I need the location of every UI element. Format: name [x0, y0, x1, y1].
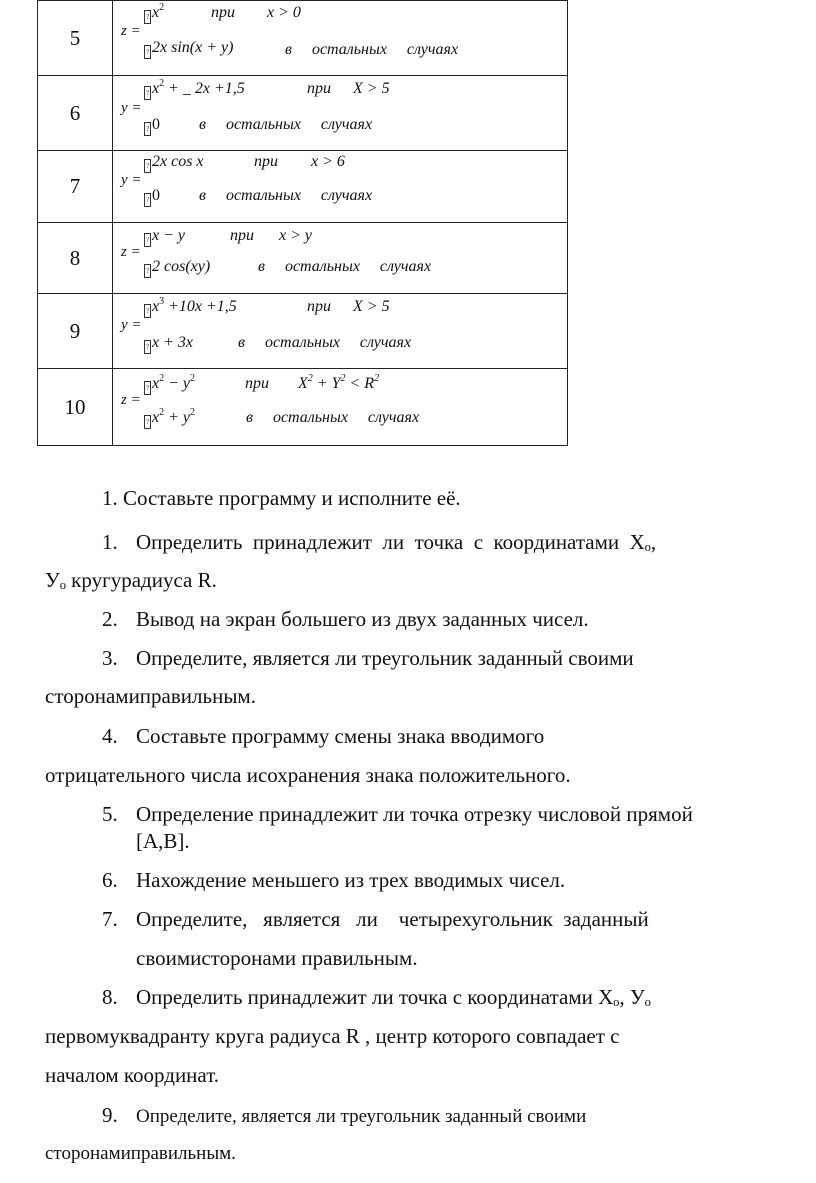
piecewise-formula: z = $?x^2$ при x > 0 ?2x sin(x + y) в остальных случаях: [113, 1, 568, 76]
missing-glyph-box: [144, 122, 151, 136]
missing-glyph-box: [144, 86, 151, 100]
list-item-continuation: своимисторонами правильным.: [136, 946, 418, 970]
piecewise-formula: y = $?x^3 +10x +1,5$ при X > 5 ?x + 3x в остальных случаях: [113, 294, 568, 369]
variant-number: 7: [38, 151, 113, 223]
piecewise-formula: y = ?2x cos x при x > 6 ?0 в остальных случаях: [113, 151, 568, 223]
list-item: 5. Определение принадлежит ли точка отрезку числовой прямой: [102, 802, 693, 826]
missing-glyph-box: [144, 340, 151, 354]
list-item: 1. Определить принадлежит ли точка с координатами Xₒ,: [102, 530, 657, 554]
variant-number: 10: [38, 369, 113, 446]
list-item-continuation: началом координат.: [45, 1063, 220, 1087]
list-item: 3. Определите, является ли треугольник заданный своими: [102, 646, 634, 670]
variant-number: 6: [38, 76, 113, 151]
missing-glyph-box: [144, 45, 151, 59]
piecewise-formula: z = ?x − y при x > y ?2 cos(xy) в остальных случаях: [113, 223, 568, 294]
missing-glyph-box: [144, 159, 151, 173]
table-row: [38, 294, 568, 369]
missing-glyph-box: [144, 381, 151, 395]
table-row: [38, 369, 568, 446]
variants-table: [37, 0, 568, 446]
list-item-continuation: сторонамиправильным.: [45, 1143, 236, 1164]
list-item-continuation: [А,В].: [136, 829, 190, 853]
piecewise-formula: y = $?x^2$ + _ 2x +1,5 при X > 5 ?0 в остальных случаях: [113, 76, 568, 151]
table-row: [38, 151, 568, 223]
piecewise-formula: z = $?x^2 - y^2$ при $X^2 + Y^2 < R^2$ $?x^2 + y^2$ в остальных случаях: [113, 369, 568, 446]
table-row: [38, 76, 568, 151]
table-row: [38, 223, 568, 294]
table-row: [38, 1, 568, 76]
list-item: 8. Определить принадлежит ли точка с координатами Xₒ, Уₒ: [102, 985, 651, 1009]
list-item-continuation: сторонамиправильным.: [45, 684, 256, 708]
list-item: 6. Нахождение меньшего из трех вводимых чисел.: [102, 868, 566, 892]
list-item-continuation: Уₒ кругурадиуса R.: [45, 568, 217, 592]
missing-glyph-box: [144, 264, 151, 278]
list-item-continuation: отрицательного числа исохранения знака положительного.: [45, 763, 571, 787]
missing-glyph-box: [144, 10, 151, 24]
missing-glyph-box: [144, 304, 151, 318]
list-item: 4. Составьте программу смены знака вводимого: [102, 724, 545, 748]
list-item: 2. Вывод на экран большего из двух заданных чисел.: [102, 607, 589, 631]
variant-number: 5: [38, 1, 113, 76]
missing-glyph-box: [144, 233, 151, 247]
missing-glyph-box: [144, 193, 151, 207]
section-heading: 1. Составьте программу и исполните её.: [102, 486, 461, 510]
list-item: 7. Определите, является ли четырехугольник заданный: [102, 907, 649, 931]
list-item: 9. Определите, является ли треугольник заданный своими: [102, 1103, 587, 1127]
list-item-continuation: первомуквадранту круга радиуса R , центр которого совпадает с: [45, 1024, 620, 1048]
variant-number: 8: [38, 223, 113, 294]
missing-glyph-box: [144, 415, 151, 429]
variant-number: 9: [38, 294, 113, 369]
